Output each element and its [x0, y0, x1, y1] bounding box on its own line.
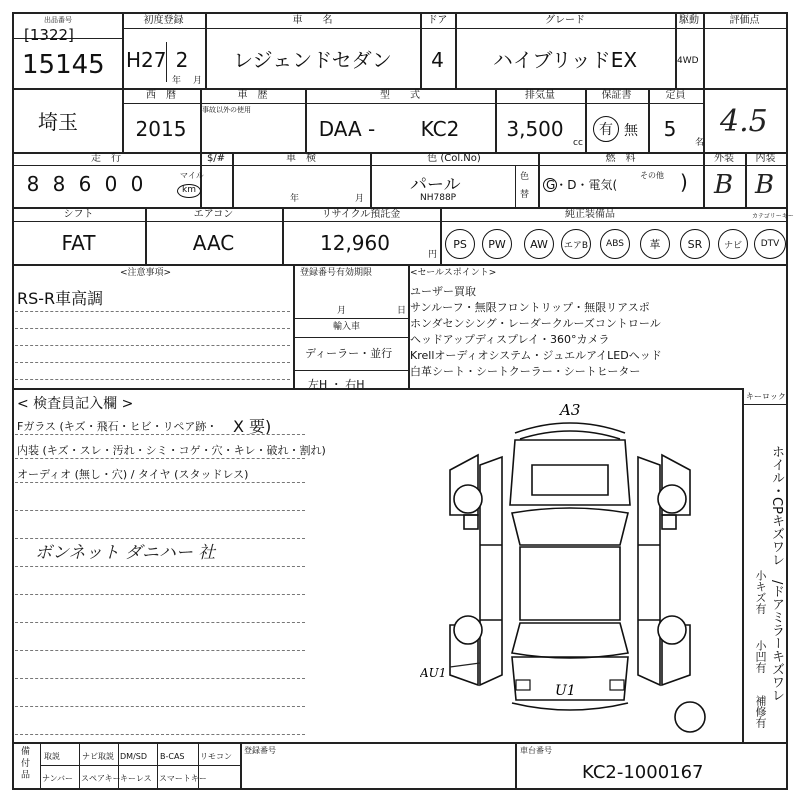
- year-unit: 年: [172, 76, 182, 86]
- model: レジェンドセダン: [233, 48, 392, 72]
- lot-number: 15145: [22, 50, 105, 80]
- expiry-month: 月: [337, 306, 347, 316]
- bottom-label: DM/SD: [120, 752, 147, 761]
- border-right: [786, 12, 788, 790]
- dots-i3: [15, 482, 305, 483]
- insp-month-unit: 月: [355, 194, 365, 204]
- color-change-1: 色: [520, 172, 530, 182]
- equip-navi: ナビ: [718, 229, 748, 259]
- row-sep-4: [12, 264, 788, 266]
- color-code: NH788P: [420, 193, 457, 203]
- dots-i7: [15, 594, 305, 595]
- sales-point: ヘッドアップディスプレイ・360°カメラ: [410, 333, 610, 346]
- dots-i10: [15, 678, 305, 679]
- model-label: 車 名: [292, 15, 333, 26]
- fuel-other: その他: [640, 171, 664, 180]
- rear-glass: [512, 623, 628, 658]
- notes-text: RS-R車高調: [17, 289, 104, 308]
- sales-point: Krellオーディオシステム・ジュエルアイLEDヘッド: [410, 349, 662, 362]
- v-era: [166, 42, 167, 82]
- right-side: [638, 457, 660, 685]
- history-sub: 事故以外の使用: [202, 106, 251, 114]
- left-side: [480, 457, 502, 685]
- capacity: 5: [663, 117, 677, 141]
- key-label: キーロック: [746, 392, 786, 401]
- recycle: 12,960: [320, 231, 390, 255]
- equip-side-label: 備 付 品: [19, 746, 29, 779]
- insp-year-unit: 年: [290, 194, 300, 204]
- month-unit: 月: [193, 76, 203, 86]
- auction-no: [1322]: [24, 26, 74, 44]
- mileage-digit: 0: [130, 172, 144, 196]
- dots-i8: [15, 622, 305, 623]
- fuel-label: 燃 料: [605, 153, 636, 164]
- sales-label: <セールスポイント>: [410, 268, 497, 278]
- bottom-label: B-CAS: [160, 752, 185, 761]
- expiry-label: 登録番号有効期限: [300, 268, 373, 278]
- dots-i9: [15, 650, 305, 651]
- h-label-4: [12, 221, 786, 222]
- grade: ハイブリッドEX: [492, 48, 638, 72]
- color: パール: [410, 175, 461, 195]
- h-label-2: [122, 103, 703, 104]
- lot-label: 出品番号: [44, 16, 72, 24]
- interior: B: [755, 170, 775, 200]
- year-label: 西 暦: [146, 90, 176, 101]
- dots-5: [15, 379, 290, 380]
- v-right: [742, 388, 744, 742]
- h-key: [742, 404, 786, 405]
- sales-point: ホンダセンシング・レーダークルーズコントロール: [410, 317, 661, 330]
- vb6: [240, 742, 242, 788]
- drive-label: 駆動: [679, 15, 699, 26]
- mirror-text: /ドアミラーキズワレ: [769, 580, 784, 702]
- warranty-label: 保証書: [601, 90, 632, 101]
- audio-line: オーディオ (無し・穴) / タイヤ (スタッドレス): [17, 468, 249, 481]
- score: 4.5: [720, 104, 768, 139]
- roof: [520, 547, 620, 620]
- shift: FAT: [61, 231, 96, 255]
- bottom-label: スペアキー: [81, 774, 121, 783]
- import-text: ディーラー・並行: [305, 347, 393, 360]
- border-left: [12, 12, 14, 790]
- handle-text: 左H ・ 右H: [308, 378, 365, 391]
- inspector-title: < 検査員記入欄 >: [17, 396, 134, 412]
- dots-1: [15, 311, 290, 312]
- dots-i1: [15, 434, 305, 435]
- yen-unit: 円: [428, 250, 438, 260]
- h-n1: [293, 318, 408, 319]
- model-code: KC2: [420, 117, 460, 141]
- border-bottom: [12, 788, 788, 790]
- equip-airbag: エアB: [561, 229, 591, 259]
- displacement-label: 排気量: [525, 90, 555, 101]
- small-1: 小キズ有: [754, 570, 767, 614]
- ac: AAC: [192, 231, 235, 255]
- bottom-label: ナビ取説: [82, 752, 114, 761]
- model-code-label: 型 式: [380, 90, 420, 101]
- glass-line: Fガラス (キズ・飛石・ヒビ・リペア跡・: [17, 420, 218, 433]
- bottom-label: リモコン: [200, 752, 232, 761]
- mileage-digit: 6: [78, 172, 92, 196]
- row-sep-6: [12, 742, 788, 744]
- displacement: 3,500: [506, 117, 564, 141]
- row-sep-5: [12, 388, 742, 390]
- exterior-label: 外装: [714, 153, 734, 164]
- dots-2: [15, 328, 290, 329]
- dots-i2: [15, 458, 305, 459]
- mileage-digits: [20, 172, 180, 202]
- wheel-rl: [454, 616, 482, 644]
- interior-line: 内装 (キズ・スレ・汚れ・シミ・コゲ・穴・キレ・破れ・割れ): [17, 444, 326, 457]
- chassis-number: KC2-1000167: [582, 762, 704, 783]
- ac-label: エアコン: [193, 209, 234, 220]
- dots-i4: [15, 510, 305, 511]
- hb1: [40, 765, 240, 766]
- grade-label: グレード: [545, 15, 585, 26]
- interior-label: 内装: [755, 153, 776, 164]
- rear-bumper: [512, 703, 628, 710]
- year: 2015: [135, 117, 187, 141]
- sales-point: サンルーフ・無限フロントリップ・無限リアスポ: [410, 301, 650, 314]
- import-label: 輸入車: [333, 322, 361, 332]
- exterior: B: [714, 170, 734, 200]
- recycle-label: リサイクル預託金: [321, 209, 401, 220]
- repair: 補修有: [754, 695, 767, 728]
- sales-point: ユーザー買取: [410, 285, 476, 298]
- drive: 4WD: [677, 56, 699, 66]
- fuel-options: G・D・電気(: [546, 178, 618, 192]
- vb2: [79, 742, 80, 788]
- reg-no-label: 登録番号: [244, 746, 276, 755]
- notes-label: <注意事項>: [120, 268, 172, 278]
- equip-aw: AW: [524, 229, 554, 259]
- warranty-no: 無: [624, 123, 638, 139]
- wheel-text: ホイル・CPキズワレ: [769, 445, 784, 566]
- fuel-paren: ): [680, 170, 688, 194]
- bottom-label: スマートキー: [159, 774, 207, 783]
- h-n3: [293, 370, 408, 371]
- dots-i6: [15, 566, 305, 567]
- color-label: 色 (Col.No): [427, 153, 481, 164]
- bottom-label: 取説: [44, 752, 60, 761]
- dots-4: [15, 362, 290, 363]
- capacity-label: 定員: [665, 90, 686, 101]
- car-diagram: [420, 395, 720, 740]
- model-prefix: DAA -: [318, 117, 376, 141]
- border-top: [12, 12, 788, 14]
- right-mirror: [662, 515, 676, 529]
- door-label: ドア: [427, 15, 448, 26]
- glass-required: X 要): [233, 417, 272, 436]
- person-unit: 名: [695, 138, 705, 148]
- first-reg-era: H27: [126, 48, 167, 72]
- expiry-day: 日: [397, 306, 407, 316]
- warranty-yes: 有: [593, 116, 619, 142]
- cc-unit: cc: [573, 138, 583, 148]
- spare-wheel: [675, 702, 705, 732]
- sales-point: 白革シート・シートクーラー・シートヒーター: [410, 365, 641, 378]
- h-n2: [293, 337, 408, 338]
- color-change-2: 替: [520, 190, 530, 200]
- equip-label: 純正装備品: [565, 209, 615, 220]
- h-label-1: [122, 28, 786, 29]
- dots-i11: [15, 706, 305, 707]
- wheel-fl: [454, 485, 482, 513]
- v17: [515, 165, 516, 207]
- small-2: 小凹有: [754, 640, 767, 673]
- inspection-label: 車 検: [286, 153, 316, 164]
- left-mirror: [464, 515, 478, 529]
- vb7: [515, 742, 517, 788]
- chassis-label: 車台番号: [520, 746, 552, 755]
- mark-left: AU1: [420, 666, 447, 680]
- first-reg-month: 2: [175, 48, 189, 72]
- mark-front: A3: [560, 401, 581, 419]
- mile-label: マイル: [180, 171, 204, 180]
- wheel-rr: [658, 616, 686, 644]
- dollar-label: $/#: [206, 153, 226, 164]
- dots-3: [15, 345, 290, 346]
- vb4: [157, 742, 158, 788]
- equip-abs: ABS: [600, 229, 630, 259]
- area: 埼玉: [38, 110, 78, 134]
- equip-pw: PW: [482, 229, 512, 259]
- mileage-digit: 0: [104, 172, 118, 196]
- history-label: 車 歴: [237, 90, 268, 101]
- bottom-label: キーレス: [120, 774, 152, 783]
- mileage-digit: 8: [26, 172, 40, 196]
- h-label-3: [12, 165, 786, 166]
- tv-label: カテゴリーキー: [752, 213, 794, 220]
- km-circled: km: [177, 184, 201, 198]
- dots-i12: [15, 734, 305, 735]
- bottom-label: ナンバー: [42, 774, 74, 783]
- shift-label: シフト: [63, 209, 94, 220]
- equip-dtv: DTV: [754, 229, 786, 259]
- wheel-fr: [658, 485, 686, 513]
- mileage-digit: 8: [52, 172, 66, 196]
- equip-leather: 革: [640, 229, 670, 259]
- doors: 4: [431, 48, 444, 72]
- windshield: [512, 508, 628, 545]
- mileage-label: 走 行: [91, 153, 121, 164]
- first-reg-label: 初度登録: [143, 15, 184, 26]
- handwritten-note: ボンネット ダニハー 社: [35, 543, 216, 563]
- score-label: 評価点: [729, 15, 760, 26]
- mark-rear: U1: [555, 683, 576, 699]
- equip-sr: SR: [680, 229, 710, 259]
- equip-ps: PS: [445, 229, 475, 259]
